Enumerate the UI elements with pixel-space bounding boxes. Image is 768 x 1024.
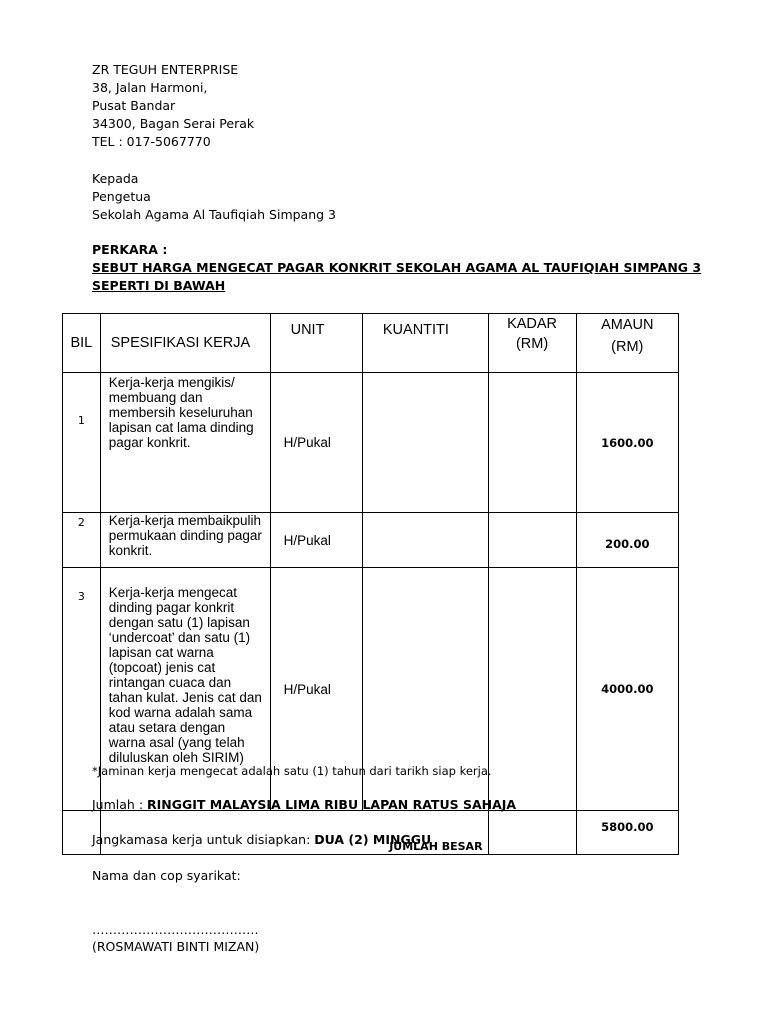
row-spesifikasi: Kerja-kerja mengikis/ membuang dan membersih keseluruhan lapisan cat lama dinding pagar konkrit. [100, 373, 270, 513]
subject-line-1: SEBUT HARGA MENGECAT PAGAR KONKRIT SEKOLAH AGAMA AL TAUFIQIAH SIMPANG 3 [92, 260, 702, 275]
row-kuantiti [362, 373, 488, 513]
row-unit: H/Pukal [270, 568, 362, 811]
row-kuantiti [362, 513, 488, 568]
row-spesifikasi: Kerja-kerja mengecat dinding pagar konkrit dengan satu (1) lapisan ‘undercoat’ dan satu (1) lapisan cat warna (topcoat) jenis cat rintangan cuaca dan tahan kulat. Jenis cat dan kod warna adalah sama atau setara dengan warna asal (yang telah diluluskan oleh SIRIM) [100, 568, 270, 811]
sender-address-line-1: 38, Jalan Harmoni, [92, 80, 208, 95]
completion-period [92, 832, 431, 847]
header-amaun-line-1: AMAUN [601, 317, 654, 333]
sender-address-line-2: Pusat Bandar [92, 98, 176, 113]
total-in-words [92, 797, 516, 812]
header-amaun [576, 314, 678, 373]
header-kuantiti: KUANTITI [362, 314, 488, 373]
header-kadar-line-1: KADAR [507, 316, 558, 332]
row-bil: 2 [63, 513, 101, 568]
row-kadar [488, 568, 576, 811]
signatory-name: (ROSMAWATI BINTI MIZAN) [92, 939, 260, 954]
total-value: 5800.00 [576, 811, 678, 855]
row-kadar [488, 513, 576, 568]
company-stamp-label: Nama dan cop syarikat: [92, 868, 241, 883]
header-spesifikasi: SPESIFIKASI KERJA [100, 314, 270, 373]
row-amaun: 1600.00 [576, 373, 678, 513]
row-unit: H/Pukal [270, 513, 362, 568]
table-row [63, 373, 679, 513]
sender-address-block [92, 61, 254, 151]
row-spesifikasi: Kerja-kerja membaikpulih permukaan dinding pagar konkrit. [100, 513, 270, 568]
recipient-kepada: Kepada [92, 171, 139, 186]
row-bil: 3 [63, 568, 101, 811]
row-kadar [488, 373, 576, 513]
sender-phone: TEL : 017-5067770 [92, 134, 211, 149]
header-unit: UNIT [270, 314, 362, 373]
header-amaun-line-2: (RM) [611, 339, 644, 355]
completion-period-value: DUA (2) MINGGU [314, 832, 432, 847]
header-kadar [488, 314, 576, 373]
table-row [63, 513, 679, 568]
completion-period-label: Jangkamasa kerja untuk disiapkan: [92, 832, 315, 847]
total-kadar-empty [488, 811, 576, 855]
table-header-row [63, 314, 679, 373]
subject-block [92, 241, 701, 295]
recipient-block [92, 170, 336, 224]
recipient-school: Sekolah Agama Al Taufiqiah Simpang 3 [92, 207, 336, 222]
row-amaun: 4000.00 [576, 568, 678, 811]
total-in-words-label: Jumlah : [92, 797, 147, 812]
sender-address-line-3: 34300, Bagan Serai Perak [92, 116, 255, 131]
header-kadar-line-2: (RM) [515, 336, 549, 352]
total-in-words-value: RINGGIT MALAYSIA LIMA RIBU LAPAN RATUS SAHAJA [147, 797, 517, 812]
total-label: JUMLAH BESAR [100, 811, 488, 855]
guarantee-footnote: *Jaminan kerja mengecat adalah satu (1) tahun dari tarikh siap kerja. [92, 764, 492, 778]
row-bil: 1 [63, 373, 101, 513]
row-amaun: 200.00 [576, 513, 678, 568]
subject-label: PERKARA : [92, 242, 168, 257]
signature-line: …………………………………. [92, 922, 259, 937]
subject-line-2: SEPERTI DI BAWAH [92, 278, 226, 293]
header-bil: BIL [63, 314, 101, 373]
sender-name: ZR TEGUH ENTERPRISE [92, 62, 239, 77]
recipient-title: Pengetua [92, 189, 151, 204]
row-unit: H/Pukal [270, 373, 362, 513]
